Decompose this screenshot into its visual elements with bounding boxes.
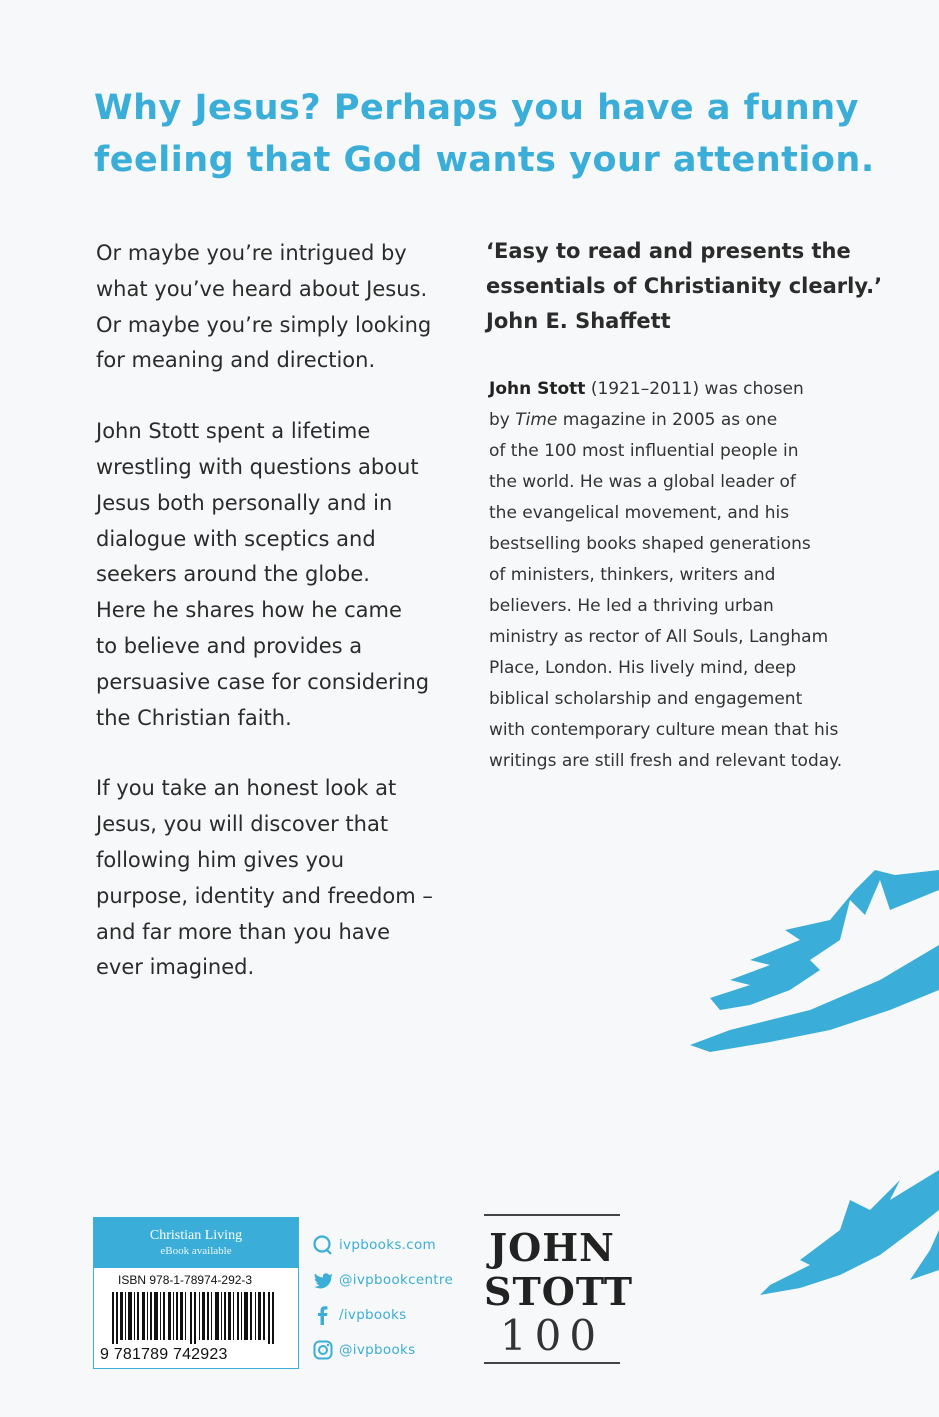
social-text: @ivpbookcentre: [339, 1271, 454, 1288]
category-banner: [94, 1218, 298, 1268]
endorsement-quote-line: essentials of Christianity clearly.’: [486, 274, 883, 298]
bio-line: the evangelical movement, and his: [489, 503, 790, 523]
blurb-line: ever imagined.: [96, 955, 255, 980]
bio-line: of the 100 most influential people in: [489, 441, 799, 461]
blurb-line: to believe and provides a: [96, 633, 363, 658]
blurb-paragraph: [96, 414, 456, 736]
logo-number: 100: [499, 1311, 605, 1360]
ebook-note: eBook available: [160, 1245, 232, 1257]
bio-line: [489, 374, 839, 405]
bio-line: ministry as rector of All Souls, Langham: [489, 627, 829, 647]
facebook-icon: [312, 1304, 334, 1326]
logo-word: JOHN: [489, 1225, 615, 1270]
bio-author-name: John Stott: [489, 379, 586, 399]
social-links: [312, 1227, 453, 1367]
bio-line: believers. He led a thriving urban: [489, 596, 774, 616]
brush-stroke-decoration: [690, 870, 939, 1070]
blurb-line: Here he shares how he came: [96, 598, 402, 623]
social-row-web[interactable]: [312, 1227, 453, 1262]
logo-word: STOTT: [484, 1269, 634, 1314]
endorsement-quote-line: ‘Easy to read and presents the: [486, 239, 851, 263]
blurb-line: persuasive case for considering: [96, 669, 430, 694]
blurb-line: Or maybe you’re intrigued by: [96, 241, 407, 265]
bio-line: bestselling books shaped generations: [489, 534, 811, 554]
bio-dates: (1921–2011) was chosen: [585, 379, 804, 399]
headline-line: Why Jesus? Perhaps you have a funny: [94, 88, 859, 128]
bio-line: biblical scholarship and engagement: [489, 689, 803, 709]
blurb-line: and far more than you have: [96, 919, 391, 944]
logo-rule: [484, 1362, 620, 1364]
blurb-line: John Stott spent a lifetime: [96, 419, 371, 444]
bio-line: with contemporary culture mean that his: [489, 720, 839, 740]
brush-stroke-decoration: [760, 1170, 939, 1310]
blurb-paragraph: [96, 771, 456, 986]
social-row-twitter[interactable]: [312, 1262, 453, 1297]
category-label: Christian Living: [149, 1228, 243, 1243]
blurb-line: following him gives you: [96, 847, 345, 872]
instagram-icon: [312, 1339, 334, 1361]
endorsement-author: John E. Shaffett: [486, 309, 671, 333]
social-row-facebook[interactable]: [312, 1297, 453, 1332]
blurb-paragraph: [96, 236, 456, 379]
bio-text: by: [489, 410, 516, 430]
bio-text: magazine in 2005 as one: [557, 410, 778, 430]
blurb-line: for meaning and direction.: [96, 348, 376, 373]
bio-magazine: Time: [515, 410, 558, 430]
isbn-label: ISBN 978-1-78974-292-3: [118, 1273, 253, 1287]
blurb-line: If you take an honest look at: [96, 776, 397, 801]
social-row-instagram[interactable]: [312, 1332, 453, 1367]
barcode-bars: [112, 1292, 282, 1344]
blurb-line: Jesus, you will discover that: [96, 812, 389, 837]
blurb-line: wrestling with questions about: [96, 454, 419, 479]
barcode-panel: [93, 1217, 299, 1369]
social-text: /ivpbooks: [339, 1306, 407, 1323]
bio-line: Place, London. His lively mind, deep: [489, 658, 797, 678]
blurb-column: [96, 236, 456, 1021]
endorsement: [486, 234, 883, 339]
logo-rule: [484, 1214, 620, 1216]
blurb-line: what you’ve heard about Jesus.: [96, 276, 428, 301]
social-text: @ivpbooks: [339, 1341, 416, 1358]
author-bio: [489, 374, 843, 777]
twitter-icon: [312, 1269, 334, 1291]
blurb-line: purpose, identity and freedom –: [96, 883, 433, 908]
blurb-line: Or maybe you’re simply looking: [96, 312, 432, 337]
blurb-line: seekers around the globe.: [96, 562, 370, 587]
headline: [94, 82, 875, 186]
blurb-line: Jesus both personally and in: [96, 490, 393, 515]
john-stott-100-logo: [484, 1214, 634, 1364]
web-icon: [312, 1234, 334, 1256]
bio-line: [489, 405, 839, 436]
bio-line: the world. He was a global leader of: [489, 472, 796, 492]
bio-line: of ministers, thinkers, writers and: [489, 565, 776, 585]
headline-line: feeling that God wants your attention.: [94, 140, 875, 180]
barcode-digits: 9 781789 742923: [100, 1346, 228, 1363]
bio-line: writings are still fresh and relevant today.: [489, 751, 843, 771]
social-text: ivpbooks.com: [339, 1236, 436, 1253]
blurb-line: the Christian faith.: [96, 705, 292, 730]
blurb-line: dialogue with sceptics and: [96, 526, 376, 551]
